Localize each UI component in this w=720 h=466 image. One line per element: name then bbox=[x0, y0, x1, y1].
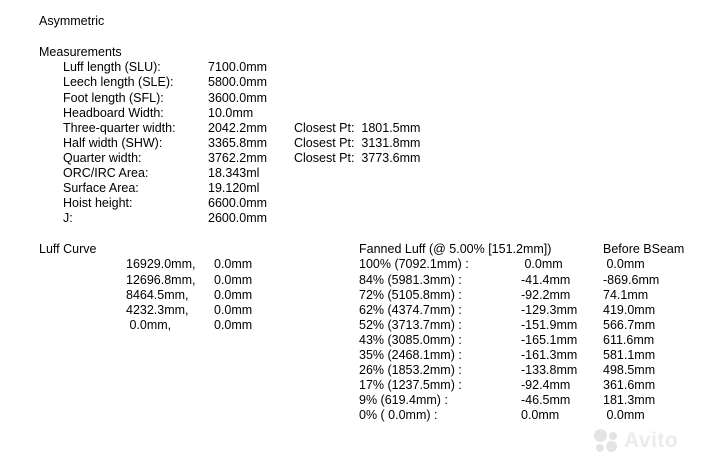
measurement-value: 5800.0mm bbox=[208, 75, 268, 89]
luff-curve-y: 0.0mm bbox=[214, 273, 253, 287]
measurement-label: Headboard Width: bbox=[63, 106, 164, 120]
before-bseam-offset: 498.5mm bbox=[603, 363, 656, 377]
avito-logo-icon bbox=[594, 429, 618, 453]
measurement-label: Quarter width: bbox=[63, 151, 142, 165]
fanned-luff-offset: -92.2mm bbox=[521, 288, 571, 302]
fanned-luff-offset: -129.3mm bbox=[521, 303, 578, 317]
before-bseam-offset: 0.0mm bbox=[603, 257, 645, 271]
before-bseam-offset: 581.1mm bbox=[603, 348, 656, 362]
fanned-luff-station: 43% (3085.0mm) : bbox=[359, 333, 462, 347]
avito-wordmark: Avito bbox=[624, 429, 679, 452]
luff-curve-y: 0.0mm bbox=[214, 257, 253, 271]
luff-curve-y: 0.0mm bbox=[214, 318, 253, 332]
fanned-luff-station: 35% (2468.1mm) : bbox=[359, 348, 462, 362]
fanned-luff-offset: -92.4mm bbox=[521, 378, 571, 392]
fanned-luff-station: 26% (1853.2mm) : bbox=[359, 363, 462, 377]
fanned-luff-offset: -151.9mm bbox=[521, 318, 578, 332]
fanned-luff-station: 0% ( 0.0mm) : bbox=[359, 408, 438, 422]
before-bseam-offset: 419.0mm bbox=[603, 303, 656, 317]
before-bseam-offset: 566.7mm bbox=[603, 318, 656, 332]
closest-point: Closest Pt: 3773.6mm bbox=[294, 151, 421, 165]
measurement-label: Foot length (SFL): bbox=[63, 91, 164, 105]
before-bseam-heading: Before BSeam bbox=[603, 242, 685, 256]
measurement-value: 19.120ml bbox=[208, 181, 260, 195]
measurement-value: 2042.2mm bbox=[208, 121, 268, 135]
measurement-value: 6600.0mm bbox=[208, 196, 268, 210]
measurement-label: Three-quarter width: bbox=[63, 121, 176, 135]
closest-point: Closest Pt: 1801.5mm bbox=[294, 121, 421, 135]
fanned-luff-offset: -46.5mm bbox=[521, 393, 571, 407]
measurement-label: J: bbox=[63, 211, 73, 225]
before-bseam-offset: -869.6mm bbox=[603, 273, 660, 287]
before-bseam-offset: 0.0mm bbox=[603, 408, 645, 422]
before-bseam-offset: 181.3mm bbox=[603, 393, 656, 407]
measurement-value: 18.343ml bbox=[208, 166, 260, 180]
fanned-luff-offset: 0.0mm bbox=[521, 408, 560, 422]
measurement-value: 3762.2mm bbox=[208, 151, 268, 165]
measurement-label: Leech length (SLE): bbox=[63, 75, 174, 89]
measurement-label: Surface Area: bbox=[63, 181, 139, 195]
fanned-luff-offset: -133.8mm bbox=[521, 363, 578, 377]
before-bseam-offset: 74.1mm bbox=[603, 288, 649, 302]
fanned-luff-station: 52% (3713.7mm) : bbox=[359, 318, 462, 332]
fanned-luff-offset: -165.1mm bbox=[521, 333, 578, 347]
measurement-value: 10.0mm bbox=[208, 106, 254, 120]
fanned-luff-station: 17% (1237.5mm) : bbox=[359, 378, 462, 392]
fanned-luff-station: 9% (619.4mm) : bbox=[359, 393, 448, 407]
luff-curve-x: 16929.0mm, bbox=[126, 257, 196, 271]
luff-curve-x: 0.0mm, bbox=[126, 318, 172, 332]
fanned-luff-offset: -41.4mm bbox=[521, 273, 571, 287]
avito-watermark bbox=[594, 428, 710, 454]
fanned-luff-heading: Fanned Luff (@ 5.00% [151.2mm]) bbox=[359, 242, 552, 256]
measurement-label: ORC/IRC Area: bbox=[63, 166, 149, 180]
luff-curve-y: 0.0mm bbox=[214, 303, 253, 317]
measurement-label: Hoist height: bbox=[63, 196, 133, 210]
measurement-label: Half width (SHW): bbox=[63, 136, 163, 150]
measurements-heading: Measurements bbox=[39, 45, 122, 59]
measurement-value: 7100.0mm bbox=[208, 60, 268, 74]
fanned-luff-station: 84% (5981.3mm) : bbox=[359, 273, 462, 287]
before-bseam-offset: 611.6mm bbox=[603, 333, 655, 347]
before-bseam-offset: 361.6mm bbox=[603, 378, 656, 392]
fanned-luff-station: 72% (5105.8mm) : bbox=[359, 288, 462, 302]
closest-point: Closest Pt: 3131.8mm bbox=[294, 136, 421, 150]
fanned-luff-offset: 0.0mm bbox=[521, 257, 563, 271]
fanned-luff-station: 62% (4374.7mm) : bbox=[359, 303, 462, 317]
measurement-label: Luff length (SLU): bbox=[63, 60, 161, 74]
measurement-value: 3365.8mm bbox=[208, 136, 268, 150]
fanned-luff-offset: -161.3mm bbox=[521, 348, 578, 362]
luff-curve-x: 4232.3mm, bbox=[126, 303, 189, 317]
luff-curve-heading: Luff Curve bbox=[39, 242, 97, 256]
measurement-value: 3600.0mm bbox=[208, 91, 268, 105]
luff-curve-x: 8464.5mm, bbox=[126, 288, 189, 302]
fanned-luff-station: 100% (7092.1mm) : bbox=[359, 257, 469, 271]
measurement-value: 2600.0mm bbox=[208, 211, 268, 225]
document-title: Asymmetric bbox=[39, 14, 105, 28]
luff-curve-y: 0.0mm bbox=[214, 288, 253, 302]
luff-curve-x: 12696.8mm, bbox=[126, 273, 196, 287]
